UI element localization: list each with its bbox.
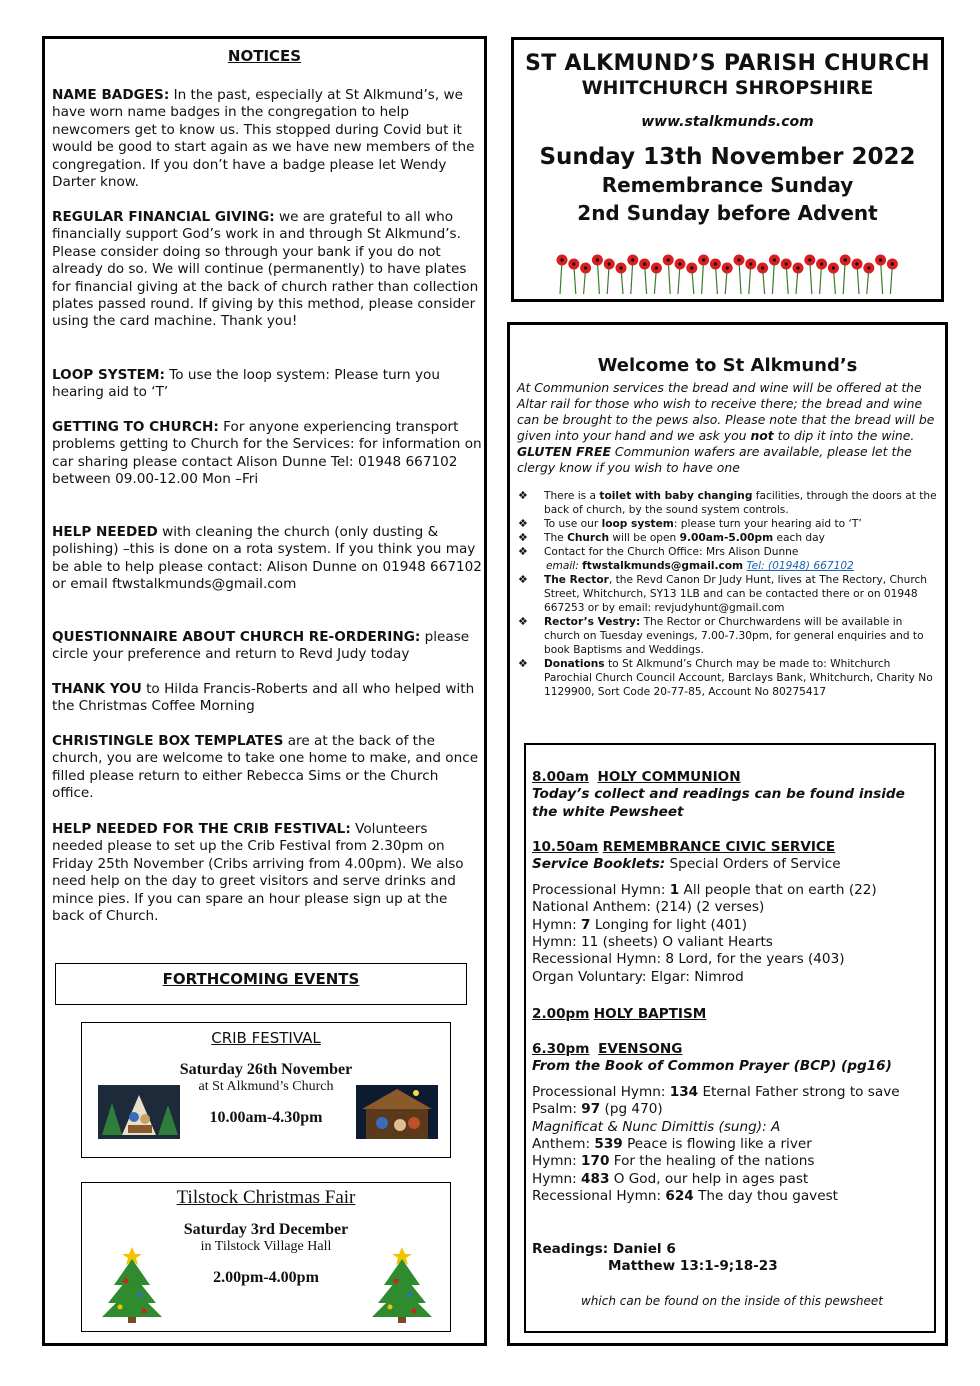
poppy-center — [560, 258, 563, 261]
poppy-center — [749, 262, 752, 265]
poppy-center — [596, 258, 599, 261]
hymn-line: Psalm: 97 (pg 470) — [532, 1101, 663, 1118]
poppy-center — [855, 262, 858, 265]
notice-getting-to-church: GETTING TO CHURCH: For anyone experiencing transport problems getting to Church for the Services: for information on car sharing please contact Alison Dunne Tel: 01948 667102 between 09.00-12.00 Mon –Fri — [52, 419, 482, 488]
welcome-panel — [507, 322, 948, 1346]
occasion-line-2: 2nd Sunday before Advent — [577, 201, 878, 225]
hymn-line: Hymn: 170 For the healing of the nations — [532, 1153, 815, 1170]
church-town: WHITCHURCH SHROPSHIRE — [581, 77, 874, 99]
occasion-line-1: Remembrance Sunday — [601, 173, 854, 197]
hymn-line: Hymn: 11 (sheets) O valiant Hearts — [532, 934, 773, 951]
communion-intro: At Communion services the bread and wine will be offered at the Altar rail for those who wish to receive there; the bread and wine can be brought to the pews also. Please note that the bread will be given into your hand and we ask you not to dip it into the wine. GLUTEN FREE Communion wafers are available, please let the clergy know if you wish to have one — [517, 380, 935, 475]
remembrance-hymn-list — [532, 882, 932, 986]
poppy-center — [702, 258, 705, 261]
poppy-center — [737, 258, 740, 261]
poppy-center — [891, 262, 894, 265]
poppy-center — [643, 262, 646, 265]
service-holy-communion: 8.00am HOLY COMMUNION Today’s collect and readings can be found inside the white Pewsheet — [532, 769, 905, 820]
poppy-center — [608, 262, 611, 265]
notice-loop-system: LOOP SYSTEM: To use the loop system: Please turn you hearing aid to ‘T’ — [52, 367, 440, 401]
readings: Readings: Daniel 6 Matthew 13:1-9;18-23 — [532, 1241, 778, 1275]
poppy-center — [690, 266, 693, 269]
church-header — [511, 37, 944, 302]
poppy-center — [867, 266, 870, 269]
poppy-center — [631, 258, 634, 261]
hymn-line: Hymn: 483 O God, our help in ages past — [532, 1170, 809, 1187]
nativity-stable-image — [356, 1085, 438, 1139]
diamond-bullet-icon: ❖ — [518, 545, 528, 558]
poppy-center — [714, 262, 717, 265]
poppy-center — [773, 258, 776, 261]
evensong-hymn-list — [532, 1084, 932, 1206]
office-phone-link[interactable]: Tel: (01948) 667102 — [746, 560, 854, 572]
church-website[interactable]: www.stalkmunds.com — [641, 114, 814, 130]
poppy-center — [785, 262, 788, 265]
list-item: ❖ Rector’s Vestry: The Rector or Churchwardens will be available in church on Tuesday evenings, 7.00-7.30pm, for general enquiries and to book Baptisms and Weddings. — [518, 615, 924, 656]
notice-financial-giving: REGULAR FINANCIAL GIVING: we are grateful to all who financially support God’s work in and through St Alkmund’s. Please consider doing so through your bank if you do not already do so. We will continue (permanently) to have plates for financial giving at the back of church rather than collection plates passed round. If giving by this method, please consider using the card machine. Thank you! — [52, 209, 479, 330]
hymn-line: Recessional Hymn: 8 Lord, for the years (403) — [532, 951, 845, 968]
list-item: ❖ To use our loop system: please turn your hearing aid to ‘T’ — [518, 517, 862, 530]
service-evensong: 6.30pm EVENSONG From the Book of Common Prayer (BCP) (pg16) Processional Hymn: 134 Eternal Father strong to save Psalm: 97 (pg 470) Magnificat & Nunc Dimittis (sung): A Anthem: 539 Peace is flowing like a river Hymn: 170 For the healing of the nations Hymn: 483 O God, our help in ages past Recessional Hymn: 624 The day thou gavest — [532, 1041, 932, 1206]
nativity-scene-image — [98, 1085, 180, 1139]
welcome-title: Welcome to St Alkmund’s — [597, 355, 858, 376]
hymn-line: Processional Hymn: 1 All people that on earth (22) — [532, 881, 877, 898]
service-remembrance: 10.50am REMEMBRANCE CIVIC SERVICE Service Booklets: Special Orders of Service Processional Hymn: 1 All people that on earth (22) National Anthem: (214) (2 verses) Hymn: 7 Longing for light (401) Hymn: 11 (sheets) O valiant Hearts Recessional Hymn: 8 Lord, for the years (403) Organ Voluntary: Elgar: Nimrod — [532, 839, 932, 986]
service-date: Sunday 13th November 2022 — [539, 144, 916, 170]
poppy-center — [726, 266, 729, 269]
crib-festival-date: Saturday 26th November — [179, 1061, 353, 1078]
notice-questionnaire: QUESTIONNAIRE ABOUT CHURCH RE-ORDERING: please circle your preference and return to Revd Judy today — [52, 629, 470, 663]
poppy-border-image — [556, 250, 904, 294]
hymn-line: National Anthem: (214) (2 verses) — [532, 899, 765, 916]
christmas-fair-date: Saturday 3rd December — [183, 1221, 349, 1238]
hymn-line: Organ Voluntary: Elgar: Nimrod — [532, 968, 744, 985]
crib-festival-place: at St Alkmund’s Church — [198, 1079, 334, 1094]
info-list — [518, 489, 938, 699]
office-email[interactable]: ftwstalkmunds@gmail.com — [582, 560, 744, 572]
list-item: ❖ The Rector, the Revd Canon Dr Judy Hunt, lives at The Rectory, Church Street, Whitchurch, SY13 1LB and can be contacted there or on 01948 667253 or by email: revjudyhunt@gmail.com — [518, 573, 927, 614]
christmas-tree-icon — [100, 1245, 164, 1323]
poppy-center — [678, 262, 681, 265]
christmas-fair-event — [81, 1182, 451, 1332]
poppy-center — [844, 258, 847, 261]
notices-panel — [42, 36, 487, 1346]
list-item: ❖ Donations to St Alkmund’s Church may be made to: Whitchurch Parochial Church Council Account, Barclays Bank, Whitchurch, Charity No 1129900, Sort Code 20-77-85, Account No 80275417 — [518, 657, 933, 698]
notice-help-needed: HELP NEEDED with cleaning the church (only dusting & polishing) –this is done on a rota system. If you think you may be able to help please contact: Alison Dunne on 01948 667102 or email ftwstalkmunds@gmail.com — [52, 524, 482, 593]
forthcoming-events-heading: FORTHCOMING EVENTS — [55, 963, 467, 1005]
poppy-center — [655, 266, 658, 269]
hymn-line: Magnificat & Nunc Dimittis (sung): A — [532, 1118, 781, 1135]
diamond-bullet-icon: ❖ — [518, 531, 528, 544]
notice-christingle: CHRISTINGLE BOX TEMPLATES are at the back of the church, you are welcome to take one home to make, and once filled please return to either Rebecca Sims or the Church office. — [52, 733, 479, 802]
list-item: ❖ Contact for the Church Office: Mrs Alison Dunne email: ftwstalkmunds@gmail.com Tel: (01948) 667102 — [518, 545, 854, 572]
poppy-center — [879, 258, 882, 261]
hymn-line: Recessional Hymn: 624 The day thou gavest — [532, 1188, 838, 1205]
list-item: ❖ The Church will be open 9.00am-5.00pm each day — [518, 531, 825, 544]
crib-festival-event — [81, 1022, 451, 1158]
notices-title: NOTICES — [227, 47, 302, 65]
hymn-line: Anthem: 539 Peace is flowing like a river — [532, 1136, 812, 1153]
crib-festival-time: 10.00am-4.30pm — [209, 1109, 323, 1126]
diamond-bullet-icon: ❖ — [518, 573, 528, 586]
hymn-line: Hymn: 7 Longing for light (401) — [532, 916, 748, 933]
christmas-fair-title: Tilstock Christmas Fair — [176, 1187, 356, 1208]
services-box — [524, 743, 936, 1333]
poppy-center — [584, 266, 587, 269]
poppy-center — [832, 266, 835, 269]
readings-footnote: which can be found on the inside of this pewsheet — [580, 1294, 883, 1308]
poppy-center — [761, 266, 764, 269]
service-holy-baptism: 2.00pm HOLY BAPTISM — [532, 1006, 707, 1022]
christmas-fair-place: in Tilstock Village Hall — [200, 1239, 332, 1254]
diamond-bullet-icon: ❖ — [518, 517, 528, 530]
christmas-tree-icon — [370, 1245, 434, 1323]
notice-thank-you: THANK YOU to Hilda Francis-Roberts and all who helped with the Christmas Coffee Morning — [52, 681, 475, 715]
poppy-center — [820, 262, 823, 265]
christmas-fair-time: 2.00pm-4.00pm — [213, 1269, 319, 1286]
poppy-center — [619, 266, 622, 269]
poppy-center — [808, 258, 811, 261]
poppy-center — [572, 262, 575, 265]
church-name: ST ALKMUND’S PARISH CHURCH — [525, 51, 930, 76]
diamond-bullet-icon: ❖ — [518, 489, 528, 502]
crib-festival-title: CRIB FESTIVAL — [211, 1029, 321, 1047]
notice-name-badges: NAME BADGES: In the past, especially at St Alkmund’s, we have worn name badges in the congregation to help newcomers get to know us. This stopped during Covid but it would be good to start again as we have new members of the congregation. If you don’t have a badge please let Wendy Darter know. — [52, 87, 475, 191]
notice-crib-festival-help: HELP NEEDED FOR THE CRIB FESTIVAL: Volunteers needed please to set up the Crib Festival from 2.30pm on Friday 25th November (Cribs arriving from 4.00pm). We also need help on the day to greet visitors and serve drinks and mince pies. If you can spare an hour please sign up at the back of Church. — [52, 821, 464, 925]
list-item: ❖ There is a toilet with baby changing facilities, through the doors at the back of church, by the sound system controls. — [518, 489, 937, 516]
hymn-line: Processional Hymn: 134 Eternal Father strong to save — [532, 1083, 900, 1100]
diamond-bullet-icon: ❖ — [518, 615, 528, 628]
poppy-center — [796, 266, 799, 269]
diamond-bullet-icon: ❖ — [518, 657, 528, 670]
poppy-center — [667, 258, 670, 261]
